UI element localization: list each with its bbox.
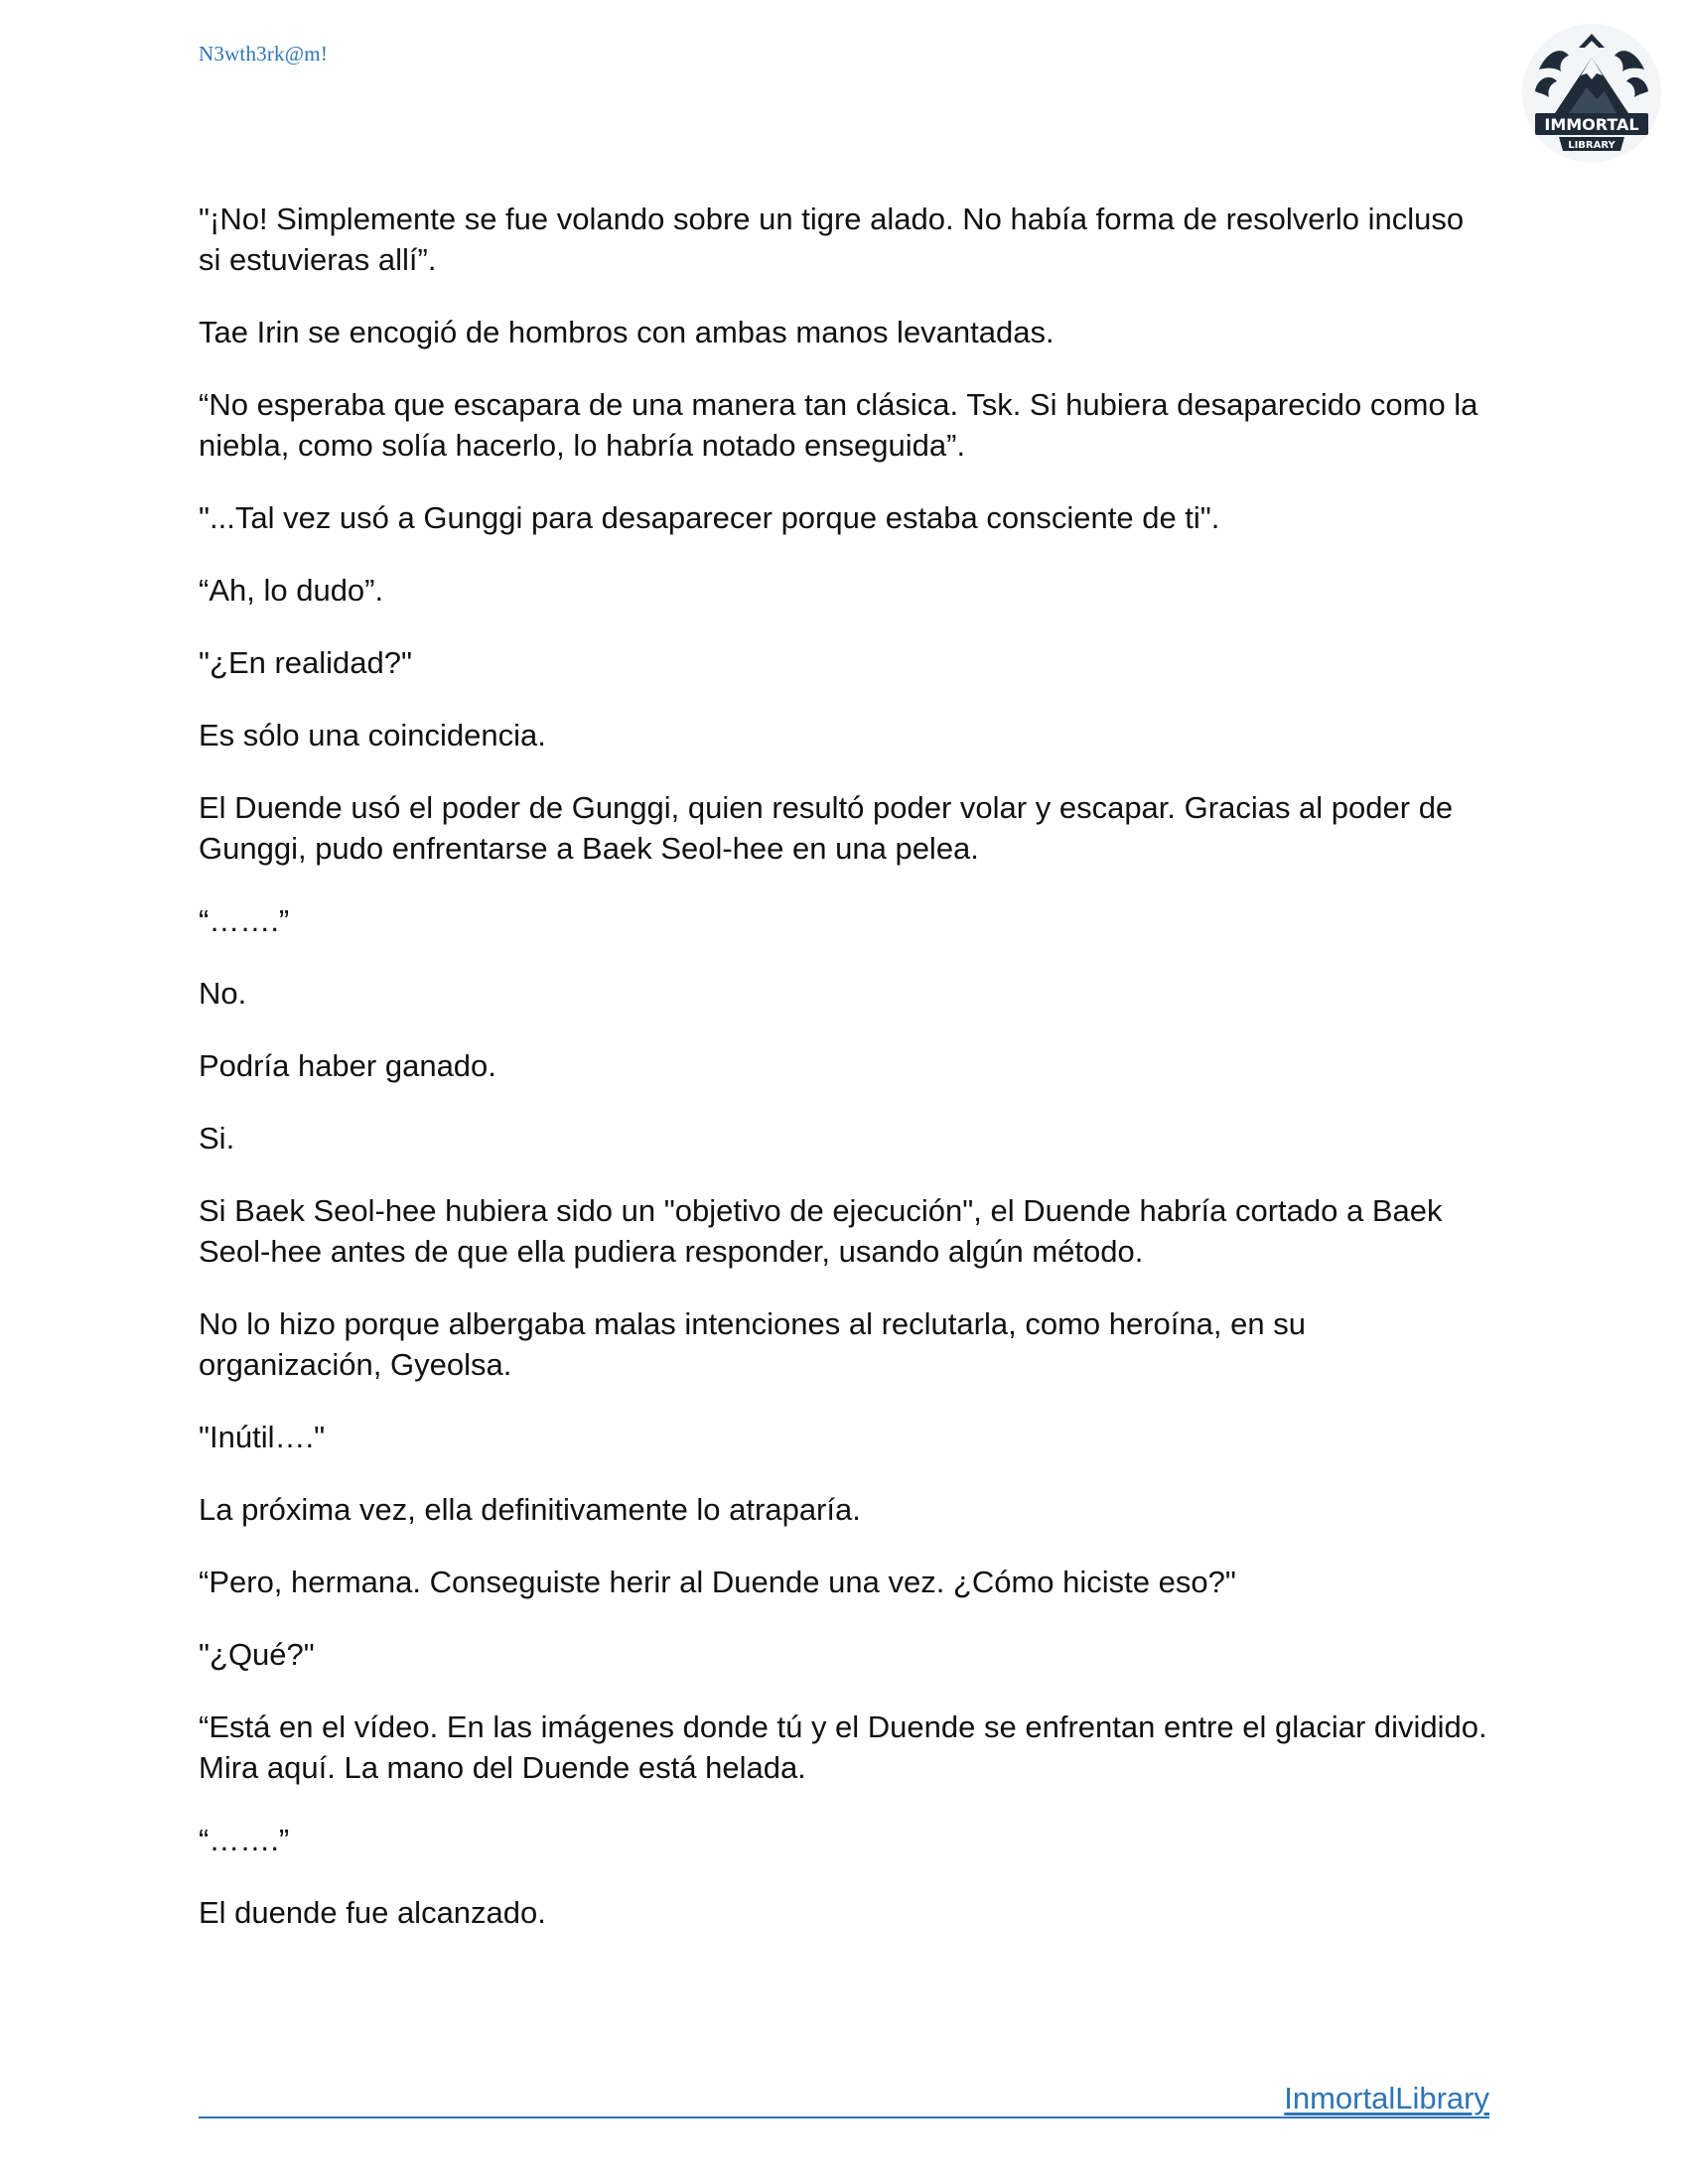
document-body <box>199 199 1489 1965</box>
logo-text-library: LIBRARY <box>1568 140 1616 151</box>
paragraph: "¡No! Simplemente se fue volando sobre un tigre alado. No había forma de resolverlo incluso si estuvieras allí”. <box>199 202 1465 277</box>
logo-emblem-icon <box>1517 22 1666 171</box>
paragraph: La próxima vez, ella definitivamente lo atraparía. <box>199 1492 861 1527</box>
paragraph: Si. <box>199 1121 235 1156</box>
footer-rule <box>199 2116 1489 2118</box>
paragraph: “…….” <box>199 1823 290 1857</box>
paragraph: "¿En realidad?" <box>199 645 413 680</box>
paragraph: No. <box>199 976 247 1011</box>
paragraph: El Duende usó el poder de Gunggi, quien resultó poder volar y escapar. Gracias al poder de Gunggi, pudo enfrentarse a Baek Seol-hee en una pelea. <box>199 790 1454 866</box>
paragraph: “…….” <box>199 903 290 938</box>
paragraph: “No esperaba que escapara de una manera tan clásica. Tsk. Si hubiera desaparecido como la niebla, como solía hacerlo, lo habría notado enseguida”. <box>199 387 1478 463</box>
paragraph: “Ah, lo dudo”. <box>199 573 384 608</box>
footer-link[interactable]: InmortalLibrary <box>1284 2081 1489 2116</box>
paragraph: "Inútil…." <box>199 1420 326 1454</box>
logo-text-immortal: IMMORTAL <box>1544 115 1639 134</box>
paragraph: “Pero, hermana. Conseguiste herir al Duende una vez. ¿Cómo hiciste eso?" <box>199 1565 1236 1599</box>
paragraph: No lo hizo porque albergaba malas intenciones al reclutarla, como heroína, en su organización, Gyeolsa. <box>199 1306 1306 1382</box>
paragraph: "¿Qué?" <box>199 1637 315 1672</box>
paragraph: El duende fue alcanzado. <box>199 1895 546 1930</box>
header-credit: N3wth3rk@m! <box>199 42 329 66</box>
paragraph: Tae Irin se encogió de hombros con ambas manos levantadas. <box>199 315 1055 349</box>
paragraph: Es sólo una coincidencia. <box>199 718 546 752</box>
paragraph: "...Tal vez usó a Gunggi para desaparecer porque estaba consciente de ti". <box>199 500 1220 535</box>
paragraph: Podría haber ganado. <box>199 1048 496 1083</box>
immortal-library-logo <box>1517 22 1666 171</box>
paragraph: “Está en el vídeo. En las imágenes donde tú y el Duende se enfrentan entre el glaciar dividido. Mira aquí. La mano del Duende está helada. <box>199 1709 1487 1785</box>
paragraph: Si Baek Seol-hee hubiera sido un "objetivo de ejecución", el Duende habría cortado a Baek Seol-hee antes de que ella pudiera responder, usando algún método. <box>199 1193 1443 1269</box>
